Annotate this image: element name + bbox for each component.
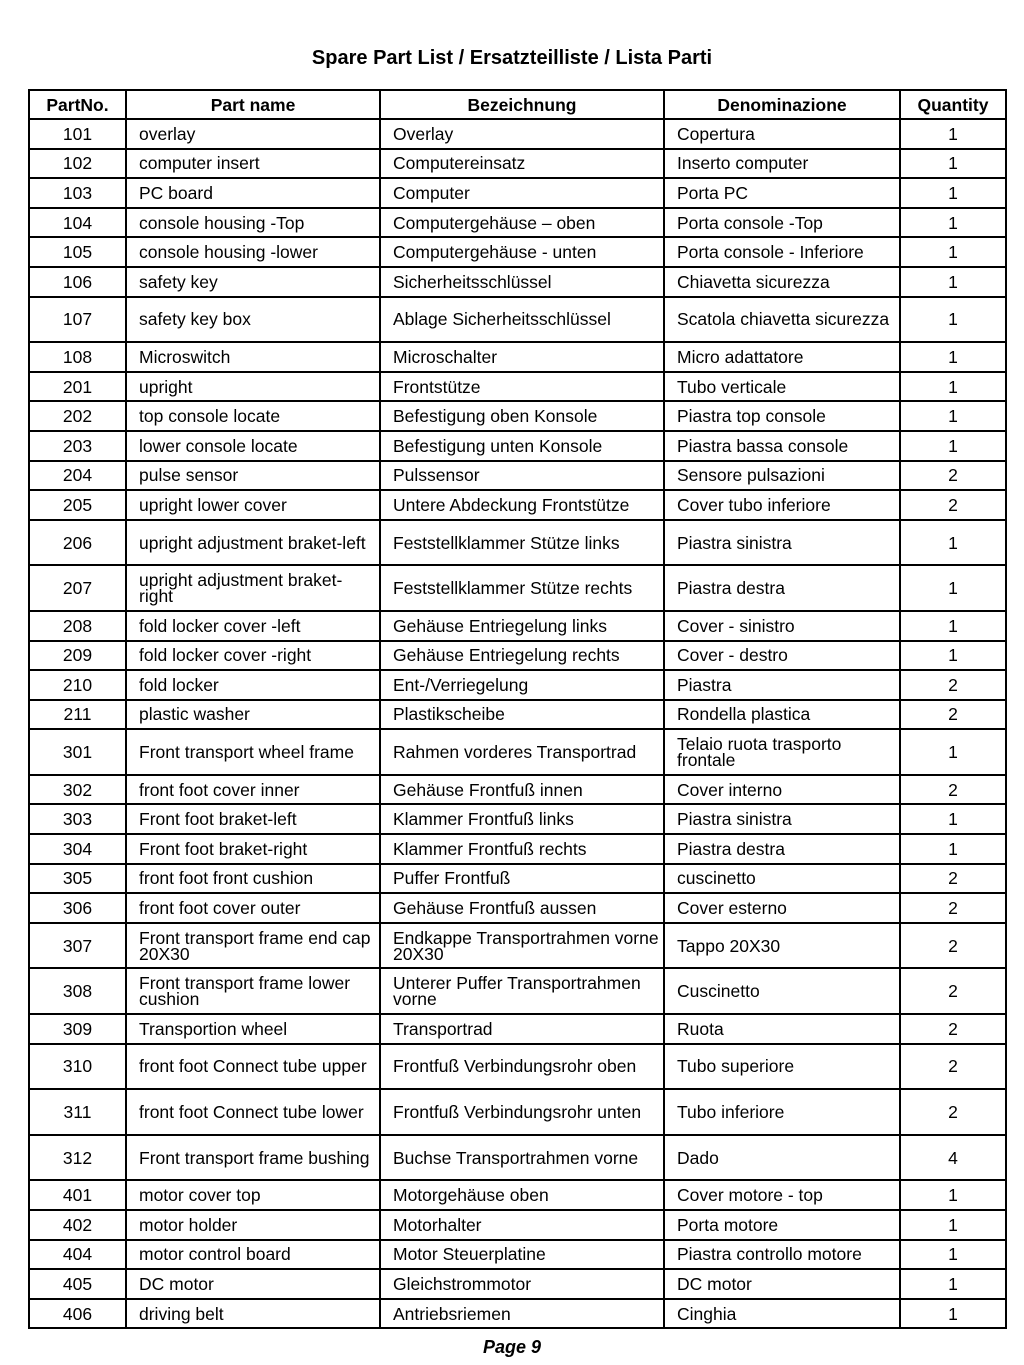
quantity-cell: 1 — [900, 641, 1006, 671]
part-no-cell: 107 — [29, 297, 126, 343]
part-no-cell: 103 — [29, 178, 126, 208]
quantity-cell: 2 — [900, 775, 1006, 805]
part-no-cell: 404 — [29, 1240, 126, 1270]
part-name-cell: plastic washer — [126, 700, 380, 730]
quantity-cell: 4 — [900, 1135, 1006, 1181]
denominazione-cell: Cover esterno — [664, 893, 900, 923]
quantity-cell: 1 — [900, 401, 1006, 431]
part-no-cell: 302 — [29, 775, 126, 805]
table-row — [29, 401, 1006, 431]
part-name-cell: Front transport frame lower cushion — [126, 968, 380, 1014]
table-row — [29, 700, 1006, 730]
denominazione-cell: Piastra sinistra — [664, 804, 900, 834]
bezeichnung-cell: Computereinsatz — [380, 149, 664, 179]
part-name-cell: fold locker — [126, 670, 380, 700]
denominazione-cell: Inserto computer — [664, 149, 900, 179]
part-no-cell: 309 — [29, 1014, 126, 1044]
table-header-row — [29, 90, 1006, 119]
part-no-cell: 208 — [29, 611, 126, 641]
quantity-cell: 1 — [900, 267, 1006, 297]
table-row — [29, 149, 1006, 179]
part-no-cell: 405 — [29, 1269, 126, 1299]
bezeichnung-cell: Transportrad — [380, 1014, 664, 1044]
table-row — [29, 565, 1006, 611]
part-name-cell: upright lower cover — [126, 490, 380, 520]
part-no-cell: 402 — [29, 1210, 126, 1240]
denominazione-cell: Piastra destra — [664, 834, 900, 864]
part-no-cell: 106 — [29, 267, 126, 297]
table-row — [29, 119, 1006, 149]
part-name-cell: Front transport frame bushing — [126, 1135, 380, 1181]
table-row — [29, 1299, 1006, 1329]
denominazione-cell: Cover interno — [664, 775, 900, 805]
table-row — [29, 1269, 1006, 1299]
part-no-cell: 301 — [29, 729, 126, 775]
denominazione-cell: Piastra — [664, 670, 900, 700]
part-no-cell: 201 — [29, 372, 126, 402]
table-body — [29, 119, 1006, 1328]
part-name-cell: motor cover top — [126, 1180, 380, 1210]
table-row — [29, 520, 1006, 566]
quantity-cell: 1 — [900, 565, 1006, 611]
denominazione-cell: Micro adattatore — [664, 342, 900, 372]
table-row — [29, 267, 1006, 297]
table-row — [29, 208, 1006, 238]
part-name-cell: console housing -Top — [126, 208, 380, 238]
table-row — [29, 1240, 1006, 1270]
quantity-cell: 2 — [900, 1044, 1006, 1090]
table-row — [29, 864, 1006, 894]
part-name-cell: Microswitch — [126, 342, 380, 372]
part-name-cell: front foot front cushion — [126, 864, 380, 894]
bezeichnung-cell: Frontfuß Verbindungsrohr oben — [380, 1044, 664, 1090]
part-no-cell: 304 — [29, 834, 126, 864]
bezeichnung-cell: Computergehäuse - unten — [380, 237, 664, 267]
quantity-cell: 1 — [900, 297, 1006, 343]
quantity-cell: 1 — [900, 119, 1006, 149]
denominazione-cell: DC motor — [664, 1269, 900, 1299]
table-row — [29, 968, 1006, 1014]
denominazione-cell: Piastra sinistra — [664, 520, 900, 566]
part-name-cell: Front transport wheel frame — [126, 729, 380, 775]
denominazione-cell: Rondella plastica — [664, 700, 900, 730]
part-name-cell: Transportion wheel — [126, 1014, 380, 1044]
table-row — [29, 775, 1006, 805]
part-name-cell: front foot Connect tube upper — [126, 1044, 380, 1090]
part-name-cell: computer insert — [126, 149, 380, 179]
quantity-cell: 2 — [900, 700, 1006, 730]
quantity-cell: 1 — [900, 1299, 1006, 1329]
quantity-cell: 1 — [900, 178, 1006, 208]
quantity-cell: 2 — [900, 864, 1006, 894]
part-name-cell: safety key — [126, 267, 380, 297]
part-no-cell: 205 — [29, 490, 126, 520]
part-no-cell: 105 — [29, 237, 126, 267]
part-name-cell: console housing -lower — [126, 237, 380, 267]
denominazione-cell: Chiavetta sicurezza — [664, 267, 900, 297]
quantity-cell: 1 — [900, 208, 1006, 238]
part-name-cell: upright — [126, 372, 380, 402]
denominazione-cell: Piastra destra — [664, 565, 900, 611]
part-name-cell: pulse sensor — [126, 461, 380, 491]
denominazione-cell: Porta PC — [664, 178, 900, 208]
quantity-cell: 1 — [900, 1240, 1006, 1270]
part-name-cell: upright adjustment braket-right — [126, 565, 380, 611]
denominazione-cell: Copertura — [664, 119, 900, 149]
denominazione-cell: Cinghia — [664, 1299, 900, 1329]
quantity-cell: 1 — [900, 804, 1006, 834]
bezeichnung-cell: Overlay — [380, 119, 664, 149]
table-row — [29, 641, 1006, 671]
quantity-cell: 2 — [900, 490, 1006, 520]
part-no-cell: 102 — [29, 149, 126, 179]
part-name-cell: upright adjustment braket-left — [126, 520, 380, 566]
part-name-cell: Front foot braket-left — [126, 804, 380, 834]
bezeichnung-cell: Ent-/Verriegelung — [380, 670, 664, 700]
bezeichnung-cell: Buchse Transportrahmen vorne — [380, 1135, 664, 1181]
table-row — [29, 1210, 1006, 1240]
part-name-cell: PC board — [126, 178, 380, 208]
part-name-cell: fold locker cover -left — [126, 611, 380, 641]
quantity-cell: 1 — [900, 611, 1006, 641]
part-name-cell: lower console locate — [126, 431, 380, 461]
part-name-cell: front foot Connect tube lower — [126, 1089, 380, 1135]
part-no-cell: 311 — [29, 1089, 126, 1135]
denominazione-cell: Ruota — [664, 1014, 900, 1044]
denominazione-cell: Tubo superiore — [664, 1044, 900, 1090]
bezeichnung-cell: Computer — [380, 178, 664, 208]
part-no-cell: 401 — [29, 1180, 126, 1210]
table-row — [29, 237, 1006, 267]
part-name-cell: safety key box — [126, 297, 380, 343]
part-name-cell: Front transport frame end cap 20X30 — [126, 923, 380, 969]
quantity-cell: 2 — [900, 1089, 1006, 1135]
bezeichnung-cell: Gehäuse Frontfuß aussen — [380, 893, 664, 923]
denominazione-cell: Porta console - Inferiore — [664, 237, 900, 267]
spare-parts-table — [28, 89, 1007, 1329]
part-no-cell: 104 — [29, 208, 126, 238]
part-no-cell: 210 — [29, 670, 126, 700]
page-number: Page 9 — [482, 1337, 542, 1357]
denominazione-cell: Cover motore - top — [664, 1180, 900, 1210]
bezeichnung-cell: Computergehäuse – oben — [380, 208, 664, 238]
table-row — [29, 372, 1006, 402]
part-name-cell: motor control board — [126, 1240, 380, 1270]
part-no-cell: 207 — [29, 565, 126, 611]
part-no-cell: 406 — [29, 1299, 126, 1329]
header-bezeichnung: Bezeichnung — [380, 90, 664, 119]
table-row — [29, 893, 1006, 923]
table-row — [29, 1044, 1006, 1090]
part-no-cell: 209 — [29, 641, 126, 671]
quantity-cell: 1 — [900, 1269, 1006, 1299]
bezeichnung-cell: Feststellklammer Stütze rechts — [380, 565, 664, 611]
quantity-cell: 1 — [900, 729, 1006, 775]
denominazione-cell: Porta motore — [664, 1210, 900, 1240]
part-no-cell: 108 — [29, 342, 126, 372]
bezeichnung-cell: Puffer Frontfuß — [380, 864, 664, 894]
denominazione-cell: cuscinetto — [664, 864, 900, 894]
bezeichnung-cell: Gehäuse Frontfuß innen — [380, 775, 664, 805]
quantity-cell: 1 — [900, 520, 1006, 566]
bezeichnung-cell: Frontfuß Verbindungsrohr unten — [380, 1089, 664, 1135]
quantity-cell: 2 — [900, 893, 1006, 923]
bezeichnung-cell: Antriebsriemen — [380, 1299, 664, 1329]
bezeichnung-cell: Befestigung unten Konsole — [380, 431, 664, 461]
table-row — [29, 729, 1006, 775]
denominazione-cell: Piastra top console — [664, 401, 900, 431]
table-row — [29, 923, 1006, 969]
header-part-no: PartNo. — [29, 90, 126, 119]
denominazione-cell: Dado — [664, 1135, 900, 1181]
quantity-cell: 1 — [900, 1210, 1006, 1240]
bezeichnung-cell: Motorhalter — [380, 1210, 664, 1240]
part-name-cell: fold locker cover -right — [126, 641, 380, 671]
part-name-cell: front foot cover inner — [126, 775, 380, 805]
bezeichnung-cell: Untere Abdeckung Frontstütze — [380, 490, 664, 520]
part-no-cell: 305 — [29, 864, 126, 894]
table-row — [29, 670, 1006, 700]
table-row — [29, 461, 1006, 491]
bezeichnung-cell: Microschalter — [380, 342, 664, 372]
table-row — [29, 1180, 1006, 1210]
bezeichnung-cell: Plastikscheibe — [380, 700, 664, 730]
part-no-cell: 211 — [29, 700, 126, 730]
bezeichnung-cell: Befestigung oben Konsole — [380, 401, 664, 431]
part-no-cell: 204 — [29, 461, 126, 491]
bezeichnung-cell: Gleichstrommotor — [380, 1269, 664, 1299]
bezeichnung-cell: Motorgehäuse oben — [380, 1180, 664, 1210]
quantity-cell: 2 — [900, 923, 1006, 969]
denominazione-cell: Piastra controllo motore — [664, 1240, 900, 1270]
denominazione-cell: Cuscinetto — [664, 968, 900, 1014]
part-no-cell: 308 — [29, 968, 126, 1014]
part-no-cell: 310 — [29, 1044, 126, 1090]
quantity-cell: 1 — [900, 834, 1006, 864]
part-no-cell: 307 — [29, 923, 126, 969]
bezeichnung-cell: Pulssensor — [380, 461, 664, 491]
denominazione-cell: Cover tubo inferiore — [664, 490, 900, 520]
part-no-cell: 303 — [29, 804, 126, 834]
bezeichnung-cell: Gehäuse Entriegelung links — [380, 611, 664, 641]
part-no-cell: 306 — [29, 893, 126, 923]
part-name-cell: motor holder — [126, 1210, 380, 1240]
denominazione-cell: Cover - sinistro — [664, 611, 900, 641]
denominazione-cell: Scatola chiavetta sicurezza — [664, 297, 900, 343]
bezeichnung-cell: Frontstütze — [380, 372, 664, 402]
quantity-cell: 2 — [900, 461, 1006, 491]
denominazione-cell: Tubo inferiore — [664, 1089, 900, 1135]
table-row — [29, 431, 1006, 461]
table-row — [29, 611, 1006, 641]
part-name-cell: front foot cover outer — [126, 893, 380, 923]
bezeichnung-cell: Feststellklammer Stütze links — [380, 520, 664, 566]
table-row — [29, 490, 1006, 520]
denominazione-cell: Cover - destro — [664, 641, 900, 671]
table-row — [29, 297, 1006, 343]
part-name-cell: DC motor — [126, 1269, 380, 1299]
part-no-cell: 101 — [29, 119, 126, 149]
part-name-cell: overlay — [126, 119, 380, 149]
part-name-cell: Front foot braket-right — [126, 834, 380, 864]
quantity-cell: 2 — [900, 968, 1006, 1014]
bezeichnung-cell: Motor Steuerplatine — [380, 1240, 664, 1270]
quantity-cell: 1 — [900, 149, 1006, 179]
table-row — [29, 804, 1006, 834]
bezeichnung-cell: Unterer Puffer Transportrahmen vorne — [380, 968, 664, 1014]
denominazione-cell: Tubo verticale — [664, 372, 900, 402]
bezeichnung-cell: Endkappe Transportrahmen vorne 20X30 — [380, 923, 664, 969]
part-no-cell: 202 — [29, 401, 126, 431]
header-denominazione: Denominazione — [664, 90, 900, 119]
denominazione-cell: Piastra bassa console — [664, 431, 900, 461]
table-row — [29, 342, 1006, 372]
quantity-cell: 2 — [900, 670, 1006, 700]
page-title: Spare Part List / Ersatzteilliste / Lista Parti — [311, 47, 713, 69]
quantity-cell: 1 — [900, 431, 1006, 461]
denominazione-cell: Telaio ruota trasporto frontale — [664, 729, 900, 775]
part-name-cell: driving belt — [126, 1299, 380, 1329]
part-no-cell: 312 — [29, 1135, 126, 1181]
table-row — [29, 834, 1006, 864]
bezeichnung-cell: Sicherheitsschlüssel — [380, 267, 664, 297]
denominazione-cell: Sensore pulsazioni — [664, 461, 900, 491]
part-name-cell: top console locate — [126, 401, 380, 431]
quantity-cell: 1 — [900, 372, 1006, 402]
denominazione-cell: Porta console -Top — [664, 208, 900, 238]
bezeichnung-cell: Ablage Sicherheitsschlüssel — [380, 297, 664, 343]
table-row — [29, 178, 1006, 208]
quantity-cell: 1 — [900, 237, 1006, 267]
header-part-name: Part name — [126, 90, 380, 119]
bezeichnung-cell: Klammer Frontfuß links — [380, 804, 664, 834]
quantity-cell: 1 — [900, 1180, 1006, 1210]
bezeichnung-cell: Rahmen vorderes Transportrad — [380, 729, 664, 775]
denominazione-cell: Tappo 20X30 — [664, 923, 900, 969]
bezeichnung-cell: Klammer Frontfuß rechts — [380, 834, 664, 864]
part-no-cell: 206 — [29, 520, 126, 566]
bezeichnung-cell: Gehäuse Entriegelung rechts — [380, 641, 664, 671]
quantity-cell: 2 — [900, 1014, 1006, 1044]
part-no-cell: 203 — [29, 431, 126, 461]
quantity-cell: 1 — [900, 342, 1006, 372]
header-quantity: Quantity — [900, 90, 1006, 119]
table-row — [29, 1135, 1006, 1181]
table-row — [29, 1014, 1006, 1044]
table-row — [29, 1089, 1006, 1135]
